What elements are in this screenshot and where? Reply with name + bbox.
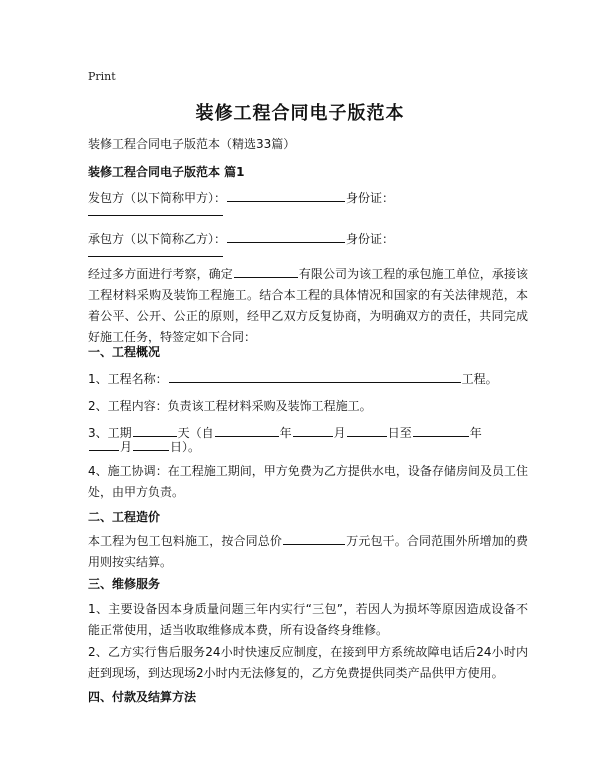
total-price-blank bbox=[283, 543, 345, 545]
price-rest: 万元包干。合同范围外所增加的费用则按实结算。 bbox=[88, 534, 528, 569]
start-day-to-label: 日至 bbox=[387, 426, 412, 440]
start-day-blank bbox=[347, 435, 387, 437]
party-a-id-blank bbox=[88, 215, 223, 216]
end-year-label: 年 bbox=[469, 426, 482, 440]
end-month-label: 月 bbox=[120, 440, 133, 454]
start-month-label: 月 bbox=[333, 426, 346, 440]
start-year-label: 年 bbox=[279, 426, 292, 440]
duration-label: 3、工期 bbox=[88, 426, 132, 440]
section-1-heading: 一、工程概况 bbox=[88, 345, 161, 359]
intro-rest: 有限公司为该工程的承包施工单位，承接该工程材料采购及装饰工程施工。结合本工程的具体情况和国家的有关法律规范，本着公平、公开、公正的原则，经甲乙双方反复协商，为明确双方的责任，共同完成好施工任务，特签定如下合同： bbox=[88, 267, 528, 344]
page-title: 装修工程合同电子版范本 bbox=[195, 103, 405, 124]
section-1-item-4: 4、施工协调：在工程施工期间，甲方免费为乙方提供水电，设备存储房间及员工住处，由甲方负责。 bbox=[88, 464, 528, 499]
end-year-blank bbox=[413, 435, 469, 437]
section-1-item-1 bbox=[88, 370, 498, 387]
party-b-line bbox=[88, 230, 394, 247]
project-name-label: 1、工程名称： bbox=[88, 372, 168, 386]
section-3-heading: 三、维修服务 bbox=[88, 577, 161, 591]
intro-company-blank bbox=[234, 276, 298, 278]
subtitle: 装修工程合同电子版范本（精选33篇） bbox=[88, 137, 296, 151]
section-2-paragraph bbox=[88, 531, 528, 573]
print-label[interactable]: Print bbox=[88, 70, 116, 83]
start-year-blank bbox=[215, 435, 279, 437]
duration-from-label: 天（自 bbox=[177, 426, 214, 440]
party-a-id-label: 身份证： bbox=[346, 191, 395, 205]
start-month-blank bbox=[293, 435, 333, 437]
party-a-line bbox=[88, 189, 394, 206]
project-name-suffix: 工程。 bbox=[461, 372, 498, 386]
price-lead: 本工程为包工包料施工，按合同总价 bbox=[88, 534, 283, 548]
party-a-name-blank bbox=[227, 200, 345, 202]
section-3-item-1: 1、主要设备因本身质量问题三年内实行“三包”，若因人为损坏等原因造成设备不能正常使用，适当收取维修成本费，所有设备终身维修。 bbox=[88, 602, 528, 637]
party-b-id-blank bbox=[88, 256, 223, 257]
end-day-label: 日）。 bbox=[170, 440, 201, 454]
section-3-item-2: 2、乙方实行售后服务24小时快速反应制度，在接到甲方系统故障电话后24小时内赶到现场，到达现场2小时内无法修复的，乙方免费提供同类产品供甲方使用。 bbox=[88, 645, 528, 680]
end-month-blank bbox=[89, 449, 119, 451]
party-a-label: 发包方（以下简称甲方）： bbox=[88, 191, 227, 205]
section-1-item-2: 2、工程内容：负责该工程材料采购及装饰工程施工。 bbox=[88, 399, 372, 413]
section-title: 装修工程合同电子版范本 篇1 bbox=[88, 165, 245, 179]
intro-paragraph bbox=[88, 264, 528, 348]
party-b-id-label: 身份证： bbox=[346, 232, 395, 246]
intro-lead: 经过多方面进行考察，确定 bbox=[88, 267, 233, 281]
section-2-heading: 二、工程造价 bbox=[88, 510, 161, 524]
section-1-item-3-cont bbox=[88, 438, 200, 455]
party-b-label: 承包方（以下简称乙方）： bbox=[88, 232, 227, 246]
duration-days-blank bbox=[133, 435, 177, 437]
section-4-heading: 四、付款及结算方法 bbox=[88, 690, 197, 704]
project-name-blank bbox=[169, 381, 461, 383]
party-b-name-blank bbox=[227, 241, 345, 243]
end-day-blank bbox=[133, 449, 169, 451]
